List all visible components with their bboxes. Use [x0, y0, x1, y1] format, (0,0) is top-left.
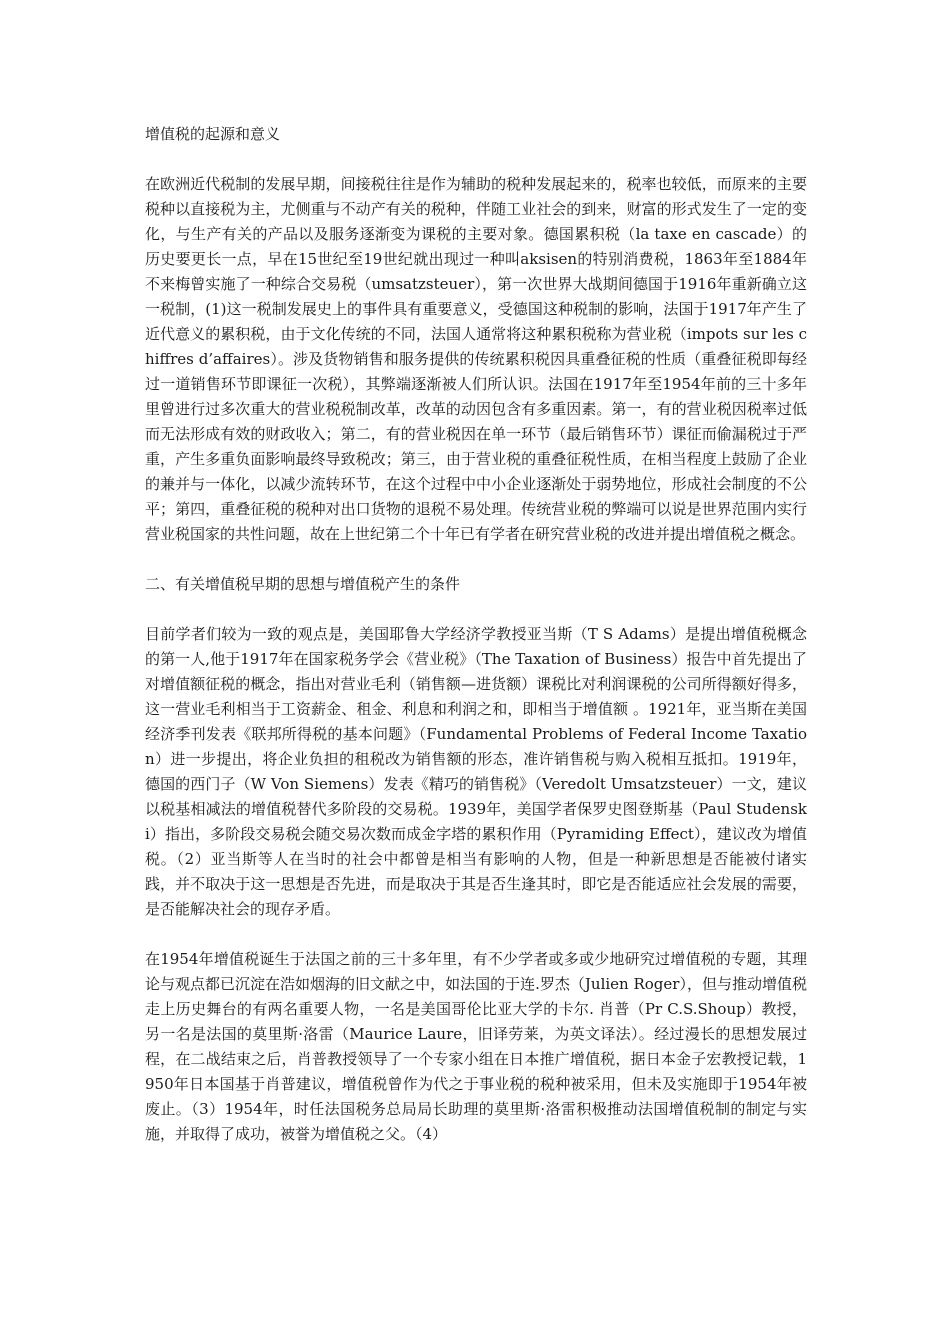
paragraph-france-1954: 在1954年增值税诞生于法国之前的三十多年里，有不少学者或多或少地研究过增值税的专题，其理论与观点都已沉淀在浩如烟海的旧文献之中，如法国的于连.罗杰（Julien Roger），但与推动增值税走上历史舞台的有两名重要人物，一名是美国哥伦比亚大学的卡尔. 肖普（Pr C.S.Shoup）教授，另一名是法国的莫里斯·洛雷（Maurice Laure，旧译劳莱，为英文译法）。经过漫长的思想发展过程，在二战结束之后，肖普教授领导了一个专家小组在日本推广增值税，据日本金子宏教授记载，1950年日本国基于肖普建议，增值税曾作为代之于事业税的税种被采用，但未及实施即于1954年被废止。（3）1954年，时任法国税务总局局长助理的莫里斯·洛雷积极推动法国增值税制的制定与实施，并取得了成功，被誉为增值税之父。（4） — [145, 950, 807, 1143]
spacer — [145, 547, 807, 572]
spacer — [145, 922, 807, 947]
section-heading-early-ideas: 二、有关增值税早期的思想与增值税产生的条件 — [145, 575, 461, 593]
document-body — [145, 122, 807, 1147]
document-title: 增值税的起源和意义 — [145, 125, 281, 143]
paragraph-origin: 在欧洲近代税制的发展早期，间接税往往是作为辅助的税种发展起来的，税率也较低，而原来的主要税种以直接税为主，尤侧重与不动产有关的税种，伴随工业社会的到来，财富的形式发生了一定的变化，与生产有关的产品以及服务逐渐变为课税的主要对象。德国累积税（la taxe en cascade）的历史要更长一点，早在15世纪至19世纪就出现过一种叫aksisen的特别消费税，1863年至1884年不来梅曾实施了一种综合交易税（umsatzsteuer），第一次世界大战期间德国于1916年重新确立这一税制，(1)这一税制发展史上的事件具有重要意义，受德国这种税制的影响，法国于1917年产生了近代意义的累积税，由于文化传统的不同，法国人通常将这种累积税称为营业税（impots sur les chiffres d’affaires）。涉及货物销售和服务提供的传统累积税因具重叠征税的性质（重叠征税即每经过一道销售环节即课征一次税），其弊端逐渐被人们所认识。法国在1917年至1954年前的三十多年里曾进行过多次重大的营业税税制改革，改革的动因包含有多重因素。第一，有的营业税因税率过低而无法形成有效的财政收入；第二，有的营业税因在单一环节（最后销售环节）课征而偷漏税过于严重，产生多重负面影响最终导致税改；第三，由于营业税的重叠征税性质，在相当程度上鼓励了企业的兼并与一体化，以减少流转环节，在这个过程中中小企业逐渐处于弱势地位，形成社会制度的不公平；第四，重叠征税的税种对出口货物的退税不易处理。传统营业税的弊端可以说是世界范围内实行营业税国家的共性问题，故在上世纪第二个十年已有学者在研究营业税的改进并提出增值税之概念。 — [145, 175, 807, 543]
spacer — [145, 597, 807, 622]
spacer — [145, 147, 807, 172]
paragraph-adams: 目前学者们较为一致的观点是，美国耶鲁大学经济学教授亚当斯（T S Adams）是提出增值税概念的第一人,他于1917年在国家税务学会《营业税》（The Taxation of Business）报告中首先提出了对增值额征税的概念，指出对营业毛利（销售额—进货额）课税比对利润课税的公司所得额好得多，这一营业毛利相当于工资薪金、租金、利息和利润之和，即相当于增值额 。1921年，亚当斯在美国经济季刊发表《联邦所得税的基本问题》（Fundamental Problems of Federal Income Taxation）进一步提出，将企业负担的租税改为销售额的形态，准许销售税与购入税相互抵扣。1919年，德国的西门子（W Von Siemens）发表《精巧的销售税》（Veredolt Umsatzsteuer）一文，建议以税基相减法的增值税替代多阶段的交易税。1939年，美国学者保罗史图登斯基（Paul Studenski）指出，多阶段交易税会随交易次数而成金字塔的累积作用（Pyramiding Effect），建议改为增值税。（2）亚当斯等人在当时的社会中都曾是相当有影响的人物，但是一种新思想是否能被付诸实践，并不取决于这一思想是否先进，而是取决于其是否生逢其时，即它是否能适应社会发展的需要，是否能解决社会的现存矛盾。 — [145, 625, 807, 918]
